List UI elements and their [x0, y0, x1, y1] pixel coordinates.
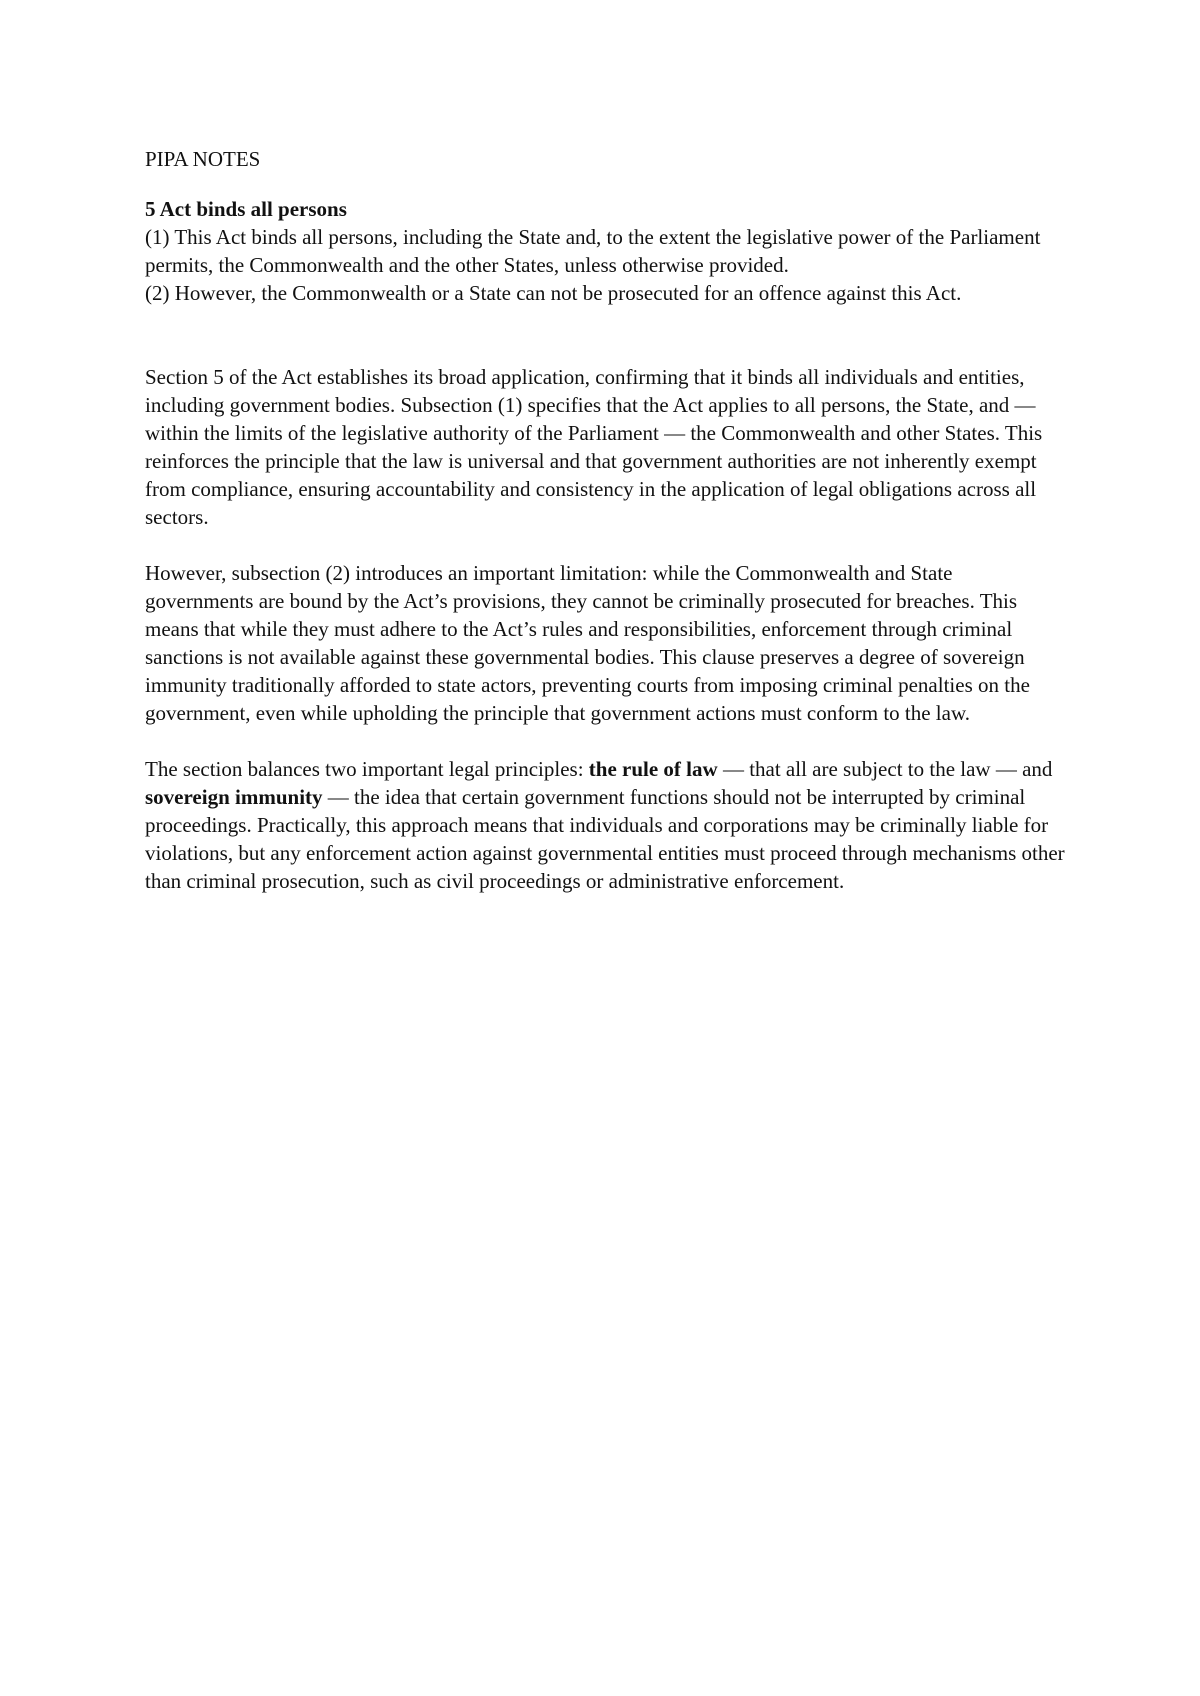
rule-of-law-term: the rule of law	[588, 757, 718, 781]
commentary-paragraph-3	[145, 755, 1065, 895]
clause-2: (2) However, the Commonwealth or a State can not be prosecuted for an offence against this Act.	[145, 281, 962, 305]
commentary-paragraph-2: However, subsection (2) introduces an important limitation: while the Commonwealth and State governments are bound by the Act’s provisions, they cannot be criminally prosecuted for breaches. This means that while they must adhere to the Act’s rules and responsibilities, enforcement through criminal sanctions is not available against these governmental bodies. This clause preserves a degree of sovereign immunity traditionally afforded to state actors, preventing courts from imposing criminal penalties on the government, even while upholding the principle that government actions must conform to the law.	[145, 561, 1030, 725]
para3-text-1: The section balances two important legal principles:	[145, 757, 589, 781]
sovereign-immunity-term: sovereign immunity	[145, 785, 323, 809]
document-page	[145, 145, 1065, 923]
clause-1: (1) This Act binds all persons, including the State and, to the extent the legislative power of the Parliament permits, the Commonwealth and the other States, unless otherwise provided.	[145, 225, 1041, 277]
para3-text-2: — that all are subject to the law — and	[717, 757, 1053, 781]
para3-text-3: — the idea that certain government functions should not be interrupted by criminal proceedings. Practically, this approach means that individuals and corporations may be criminally liable for violations, but any enforcement action against governmental entities must proceed through mechanisms other than criminal prosecution, such as civil proceedings or administrative enforcement.	[145, 785, 1065, 893]
section-heading: 5 Act binds all persons	[145, 197, 347, 221]
commentary-paragraph-1: Section 5 of the Act establishes its broad application, confirming that it binds all individuals and entities, including government bodies. Subsection (1) specifies that the Act applies to all persons, the State, and — within the limits of the legislative authority of the Parliament — the Commonwealth and other States. This reinforces the principle that the law is universal and that government authorities are not inherently exempt from compliance, ensuring accountability and consistency in the application of legal obligations across all sectors.	[145, 365, 1043, 529]
spacer	[145, 307, 1065, 363]
document-title: PIPA NOTES	[145, 147, 261, 171]
